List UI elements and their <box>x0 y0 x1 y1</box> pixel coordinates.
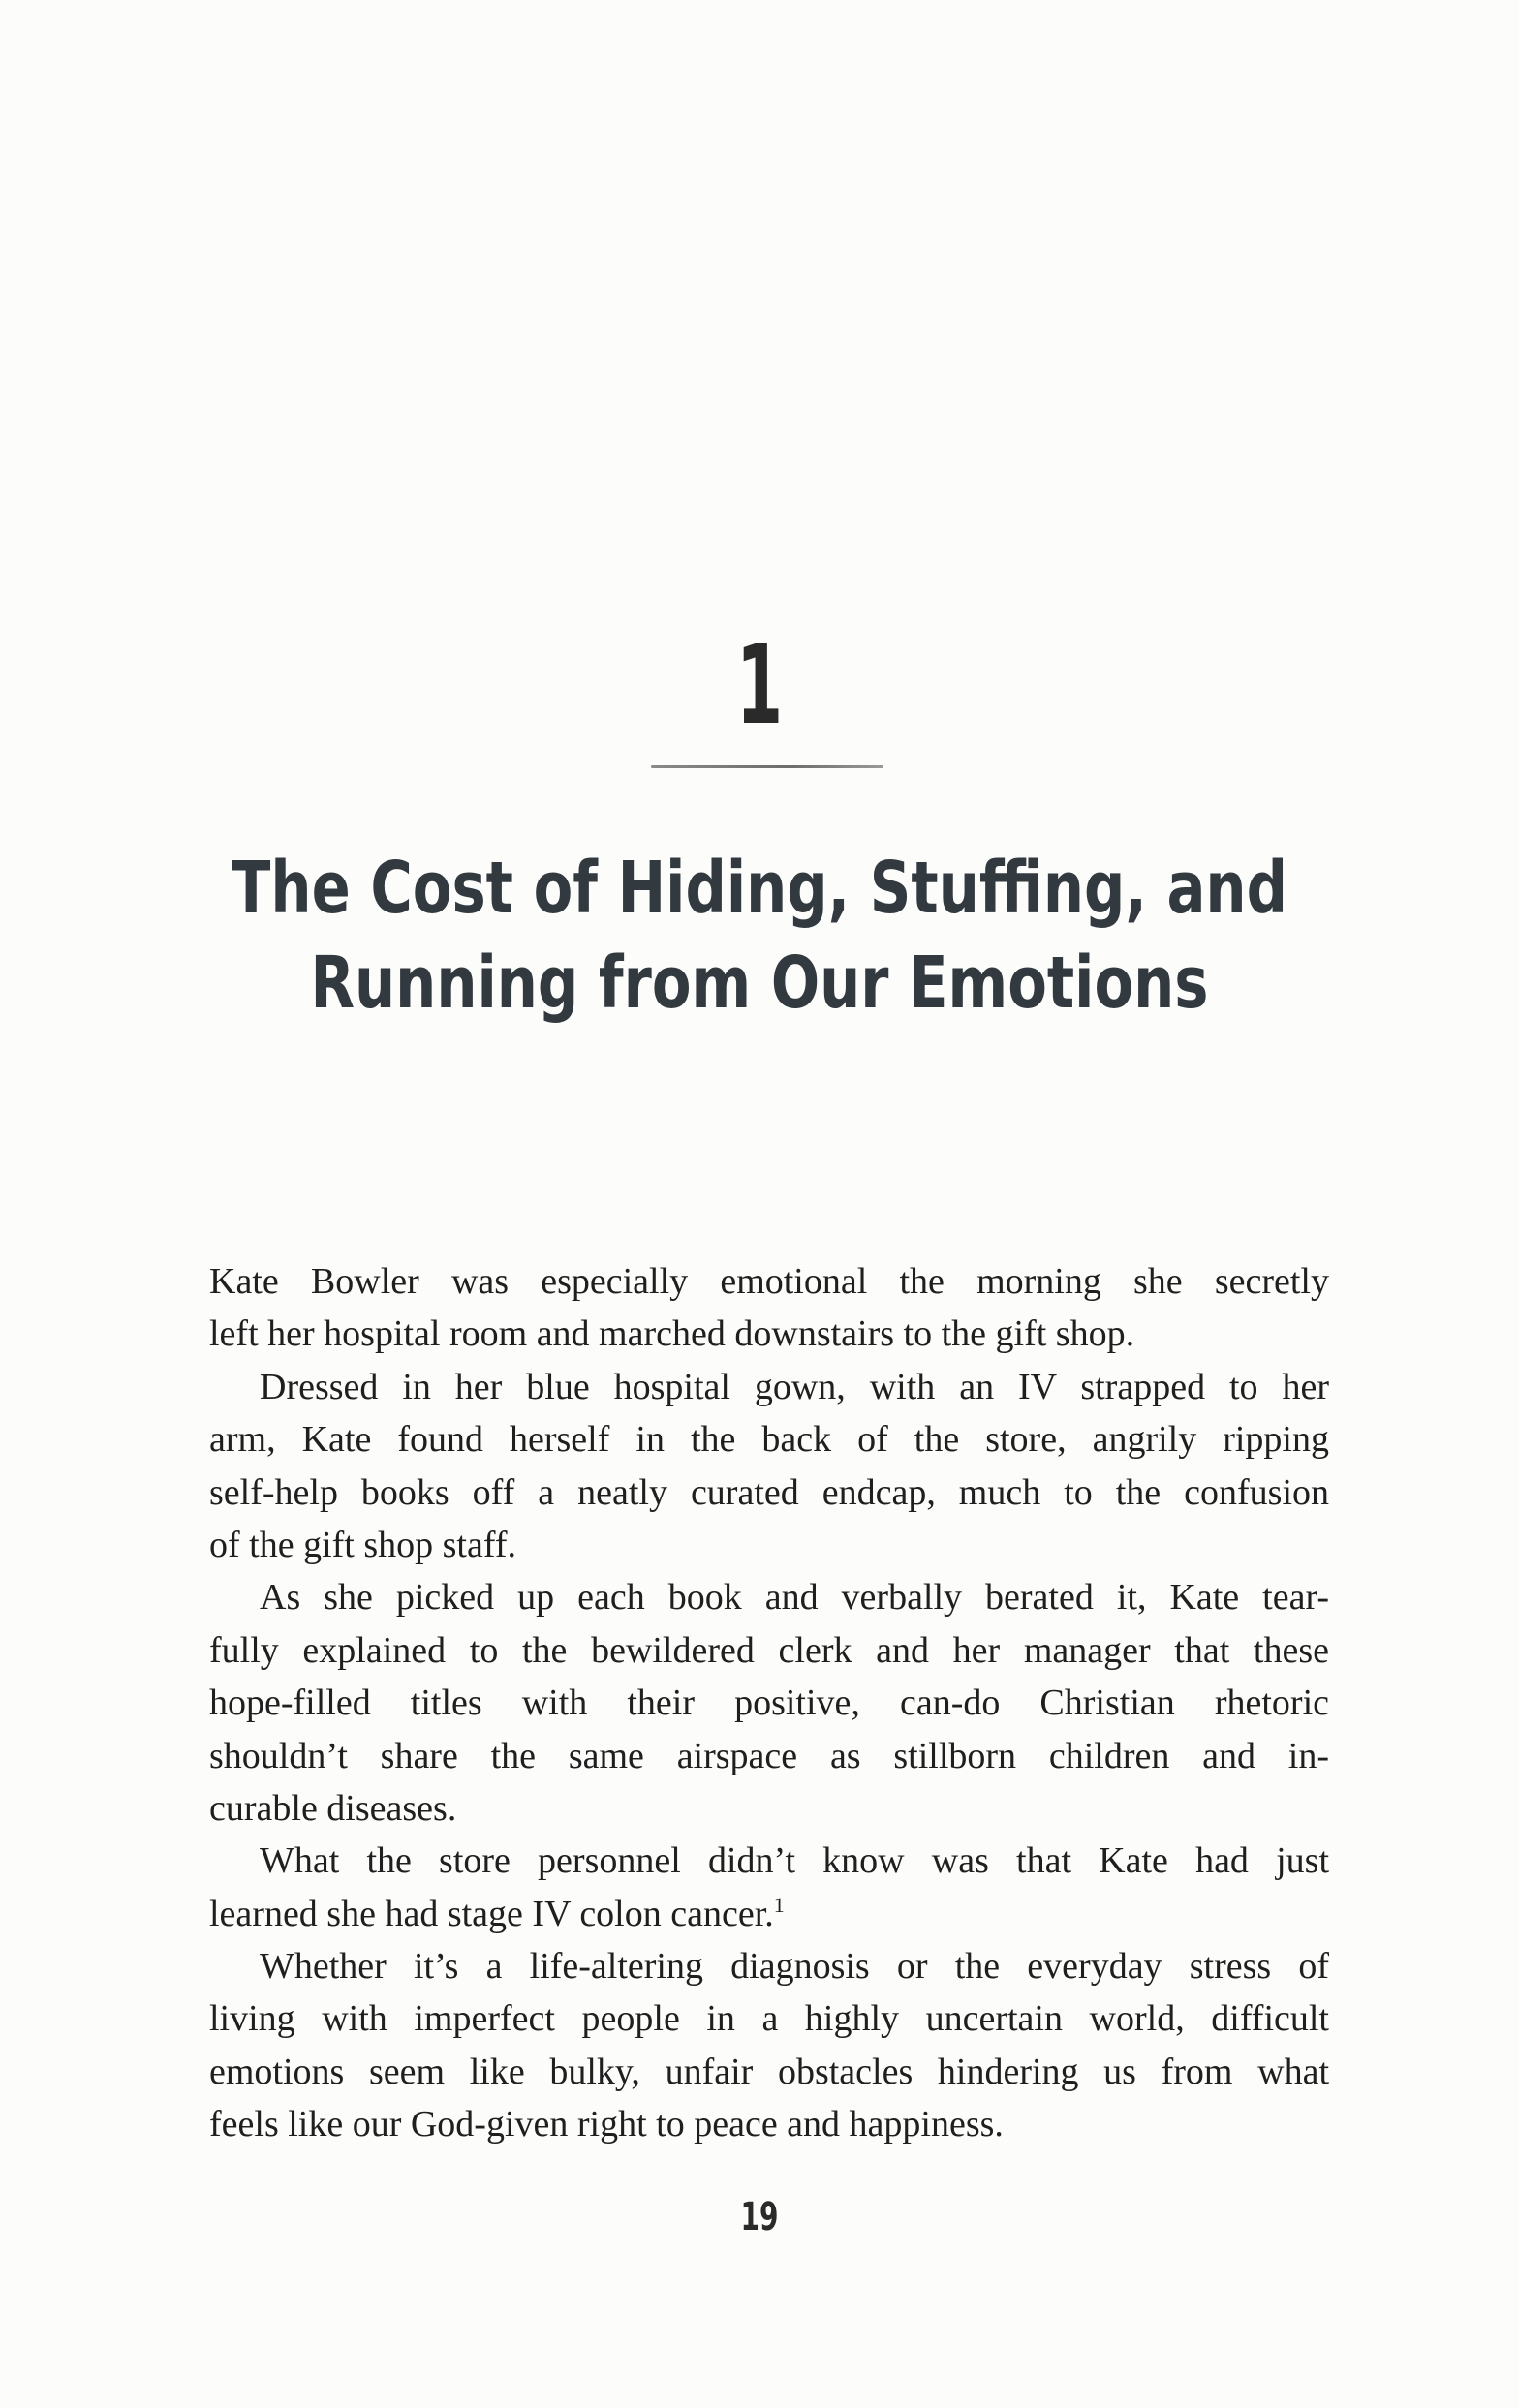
body-text <box>209 1255 1329 2151</box>
text-line: feels like our God-given right to peace and happiness. <box>209 2104 1004 2146</box>
text-line: living with imperfect people in a highly uncertain world, difficult <box>209 1998 1329 2040</box>
footnote-marker: 1 <box>773 1892 785 1917</box>
text-line-with-footnote <box>209 1888 1329 1940</box>
chapter-divider-rule <box>651 765 884 768</box>
text-line: of the gift shop staff. <box>209 1524 516 1565</box>
chapter-title-line-2: Running from Our Emotions <box>310 942 1209 1025</box>
text-line: left her hospital room and marched downstairs to the gift shop. <box>209 1313 1135 1355</box>
text-line: hope-filled titles with their positive, can-do Christian rhetoric <box>209 1683 1329 1724</box>
text-line: shouldn’t share the same airspace as stillborn children and in- <box>209 1735 1329 1776</box>
text-line: emotions seem like bulky, unfair obstacles hindering us from what <box>209 2051 1329 2092</box>
text-line: fully explained to the bewildered clerk and her manager that these <box>209 1629 1329 1671</box>
page-number: 19 <box>740 2195 779 2239</box>
text-line: arm, Kate found herself in the back of the store, angrily ripping <box>209 1419 1329 1461</box>
chapter-title-line-1: The Cost of Hiding, Stuffing, and <box>232 847 1287 930</box>
text-line-content: learned she had stage IV colon cancer. <box>209 1893 774 1934</box>
text-line: Dressed in her blue hospital gown, with an IV strapped to her <box>260 1366 1329 1407</box>
text-line: As she picked up each book and verbally berated it, Kate tear- <box>260 1577 1329 1619</box>
text-line: Whether it’s a life-altering diagnosis or the everyday stress of <box>260 1946 1329 1988</box>
chapter-number: 1 <box>735 623 784 749</box>
text-line: curable diseases. <box>209 1787 457 1829</box>
chapter-title <box>0 841 1519 1031</box>
text-line: What the store personnel didn’t know was that Kate had just <box>260 1840 1329 1882</box>
text-line: self-help books off a neatly curated endcap, much to the confusion <box>209 1471 1329 1513</box>
text-line: Kate Bowler was especially emotional the morning she secretly <box>209 1261 1329 1302</box>
